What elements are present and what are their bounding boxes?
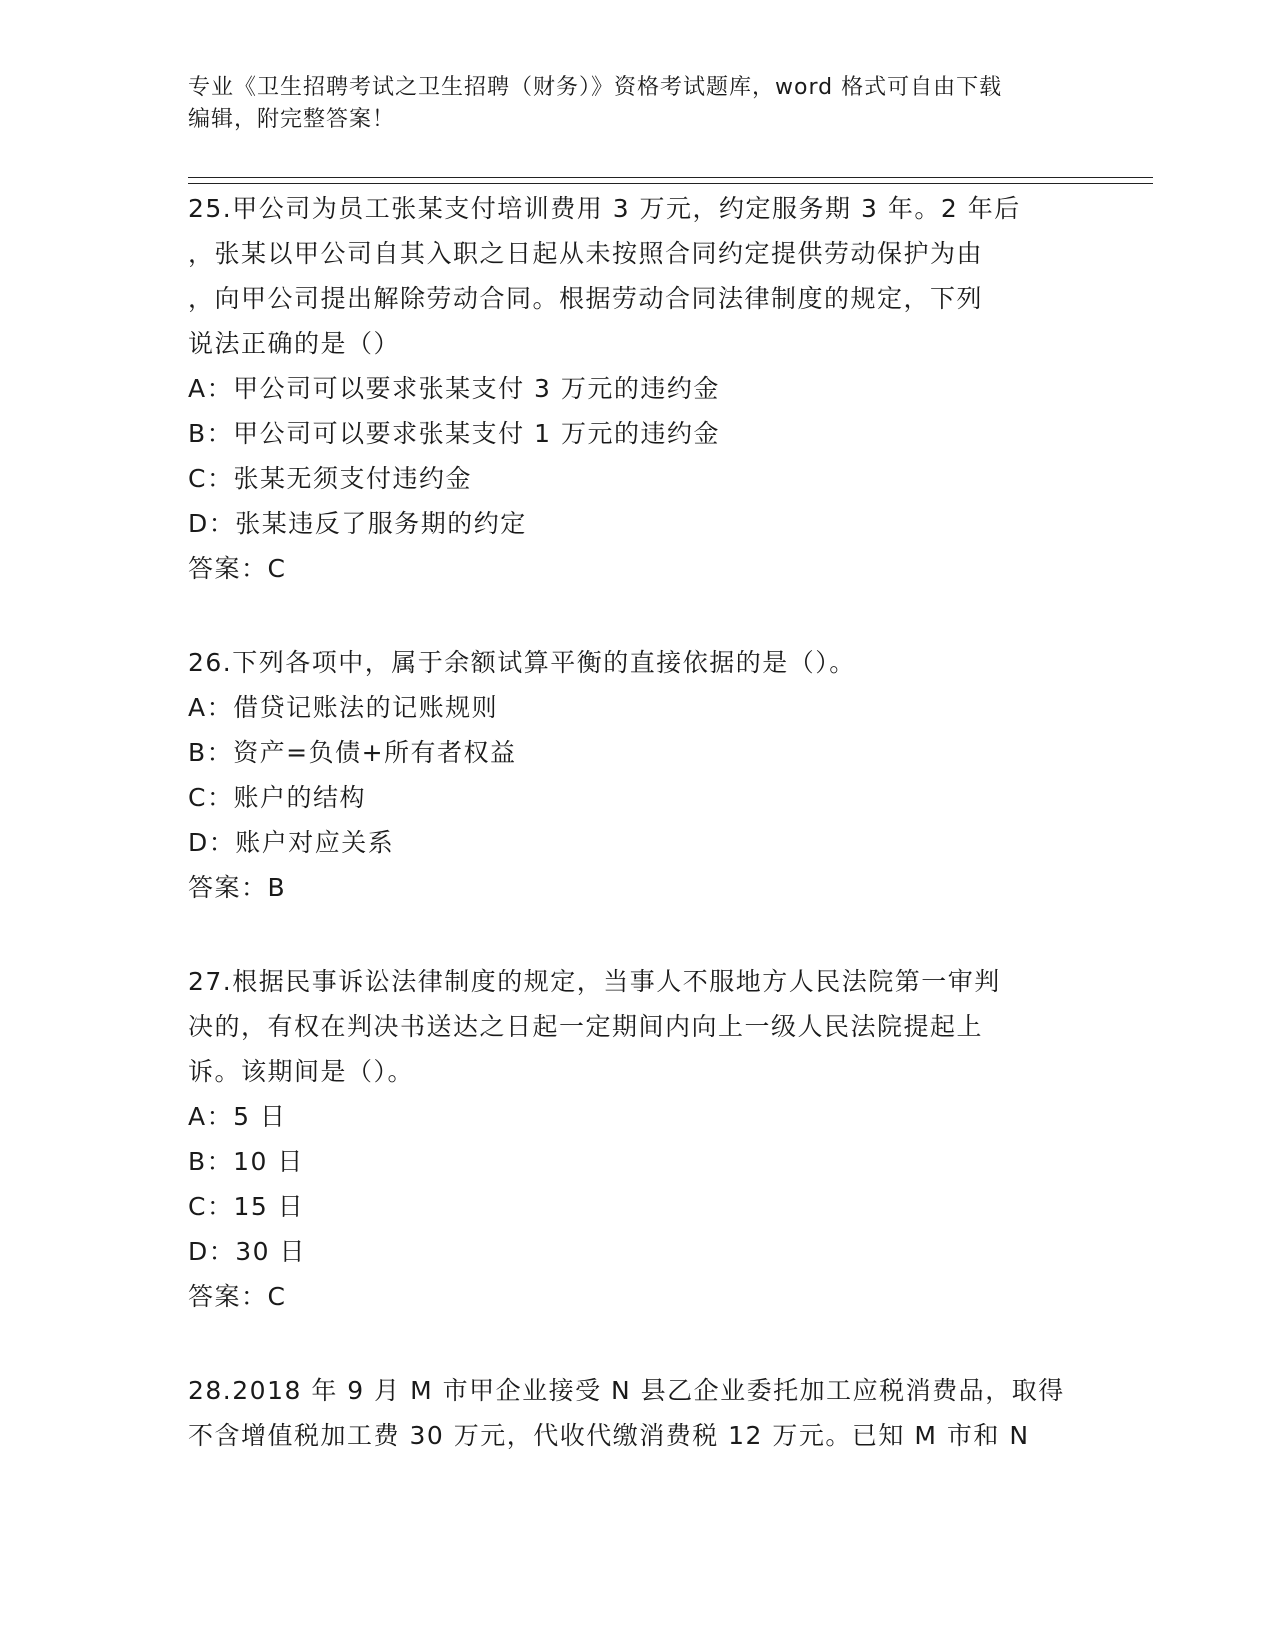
option-a: A：甲公司可以要求张某支付 3 万元的违约金 <box>188 374 720 403</box>
stem-line: 27.根据民事诉讼法律制度的规定，当事人不服地方人民法院第一审判 <box>188 967 1001 996</box>
answer-line: 答案：B <box>188 873 287 902</box>
answer-line: 答案：C <box>188 1282 287 1311</box>
header-divider-top <box>188 177 1153 178</box>
stem-line: 不含增值税加工费 30 万元，代收代缴消费税 12 万元。已知 M 市和 N <box>188 1421 1030 1450</box>
question-26 <box>188 640 1088 910</box>
question-28 <box>188 1368 1088 1458</box>
stem-line: ，张某以甲公司自其入职之日起从未按照合同约定提供劳动保护为由 <box>188 239 984 268</box>
stem-line: ，向甲公司提出解除劳动合同。根据劳动合同法律制度的规定，下列 <box>188 284 984 313</box>
question-stem <box>188 1368 1088 1458</box>
option-d: D：账户对应关系 <box>188 828 395 857</box>
stem-line: 26.下列各项中，属于余额试算平衡的直接依据的是（）。 <box>188 648 856 677</box>
header-line-2: 编辑，附完整答案！ <box>188 107 396 132</box>
option-a: A：借贷记账法的记账规则 <box>188 693 499 722</box>
header-line-1: 专业《卫生招聘考试之卫生招聘（财务）》资格考试题库，word 格式可自由下载 <box>188 75 1003 100</box>
question-list <box>188 186 1088 1507</box>
document-header <box>188 72 1088 136</box>
question-25 <box>188 186 1088 591</box>
question-27 <box>188 959 1088 1319</box>
stem-line: 说法正确的是（） <box>188 329 401 358</box>
option-d: D：30 日 <box>188 1237 307 1266</box>
option-b: B：资产=负债+所有者权益 <box>188 738 517 767</box>
option-a: A：5 日 <box>188 1102 287 1131</box>
question-stem <box>188 959 1088 1094</box>
question-stem <box>188 640 1088 685</box>
question-stem <box>188 186 1088 366</box>
option-c: C：账户的结构 <box>188 783 366 812</box>
option-c: C：张某无须支付违约金 <box>188 464 472 493</box>
option-b: B：甲公司可以要求张某支付 1 万元的违约金 <box>188 419 720 448</box>
stem-line: 决的，有权在判决书送达之日起一定期间内向上一级人民法院提起上 <box>188 1012 984 1041</box>
stem-line: 28.2018 年 9 月 M 市甲企业接受 N 县乙企业委托加工应税消费品，取得 <box>188 1376 1065 1405</box>
option-c: C：15 日 <box>188 1192 305 1221</box>
option-b: B：10 日 <box>188 1147 304 1176</box>
stem-line: 25.甲公司为员工张某支付培训费用 3 万元，约定服务期 3 年。2 年后 <box>188 194 1021 223</box>
stem-line: 诉。该期间是（）。 <box>188 1057 415 1086</box>
answer-line: 答案：C <box>188 554 287 583</box>
option-d: D：张某违反了服务期的约定 <box>188 509 527 538</box>
header-divider-bottom <box>188 183 1153 184</box>
